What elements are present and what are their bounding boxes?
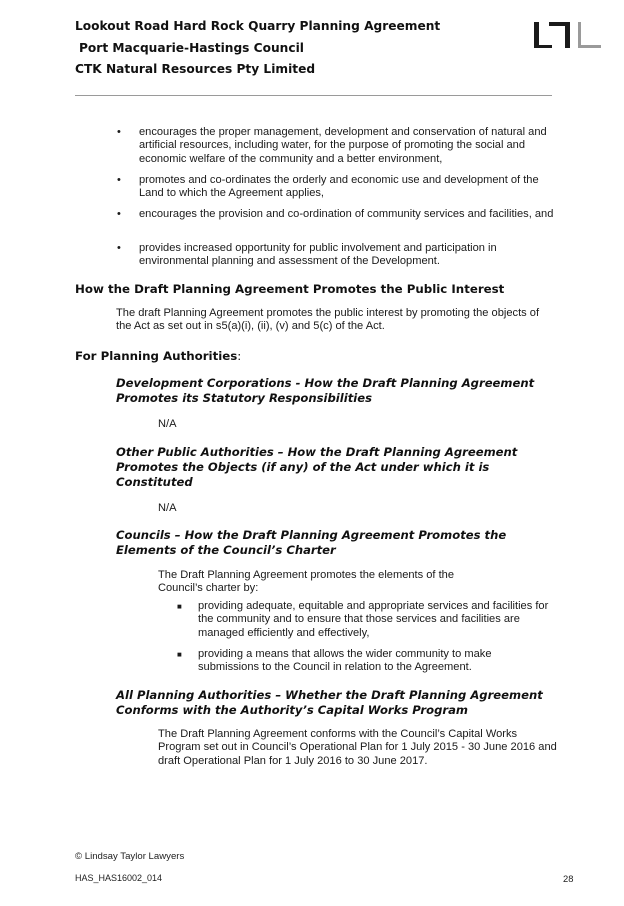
square-bullet-icon: ■ <box>177 650 182 659</box>
bullet-marker: • <box>117 208 121 220</box>
header-divider <box>75 95 552 96</box>
development-corporations-text: N/A <box>158 418 177 430</box>
section-heading-public-interest: How the Draft Planning Agreement Promotes the Public Interest <box>75 282 505 296</box>
list-item: encourages the proper management, development and conservation of natural and artificial resources, including water, for the purpose of promoting the social and economic welfare of the community and a better environment, <box>139 126 547 165</box>
councils-text: The Draft Planning Agreement promotes the elements of the Council’s charter by: <box>158 569 454 595</box>
bullet-marker: • <box>117 126 121 138</box>
list-item: provides increased opportunity for public involvement and participation in environmental planning and assessment of the Development. <box>139 242 497 268</box>
subheading-councils: Councils – How the Draft Planning Agreement Promotes the Elements of the Council’s Charter <box>116 528 507 557</box>
header-company: CTK Natural Resources Pty Limited <box>75 62 316 76</box>
subheading-development-corporations: Development Corporations - How the Draft Planning Agreement Promotes its Statutory Responsibilities <box>116 376 535 405</box>
page-number: 28 <box>563 873 574 884</box>
list-item: providing adequate, equitable and appropriate services and facilities for the community and to ensure that those services and facilities are managed efficiently and effectively, <box>198 600 549 639</box>
ltl-logo-icon <box>532 20 602 50</box>
list-item: encourages the provision and co-ordination of community services and facilities, and <box>139 208 554 220</box>
subheading-other-public-authorities: Other Public Authorities – How the Draft Planning Agreement Promotes the Objects (if any) of the Act under which it is Constituted <box>116 445 518 489</box>
section-heading-planning-authorities: For Planning Authorities: <box>75 349 242 363</box>
other-public-authorities-text: N/A <box>158 502 177 514</box>
list-item: providing a means that allows the wider community to make submissions to the Council in relation to the Agreement. <box>198 648 492 674</box>
header-council: Port Macquarie-Hastings Council <box>79 41 304 55</box>
footer-doc-ref: HAS_HAS16002_014 <box>75 873 163 883</box>
square-bullet-icon: ■ <box>177 602 182 611</box>
header-title: Lookout Road Hard Rock Quarry Planning Agreement <box>75 19 441 33</box>
subheading-all-planning-authorities: All Planning Authorities – Whether the Draft Planning Agreement Conforms with the Authority’s Capital Works Program <box>116 688 543 717</box>
list-item: promotes and co-ordinates the orderly and economic use and development of the Land to which the Agreement applies, <box>139 174 539 200</box>
all-planning-authorities-text: The Draft Planning Agreement conforms with the Council’s Capital Works Program set out in Council’s Operational Plan for 1 July 2015 - 30 June 2016 and draft Operational Plan for 1 July 2016 to 30 June 2017. <box>158 728 557 767</box>
bullet-marker: • <box>117 174 121 186</box>
public-interest-text: The draft Planning Agreement promotes the public interest by promoting the objects of the Act as set out in s5(a)(i), (ii), (v) and 5(c) of the Act. <box>116 307 540 333</box>
bullet-marker: • <box>117 242 121 254</box>
footer-copyright: © Lindsay Taylor Lawyers <box>75 851 185 862</box>
